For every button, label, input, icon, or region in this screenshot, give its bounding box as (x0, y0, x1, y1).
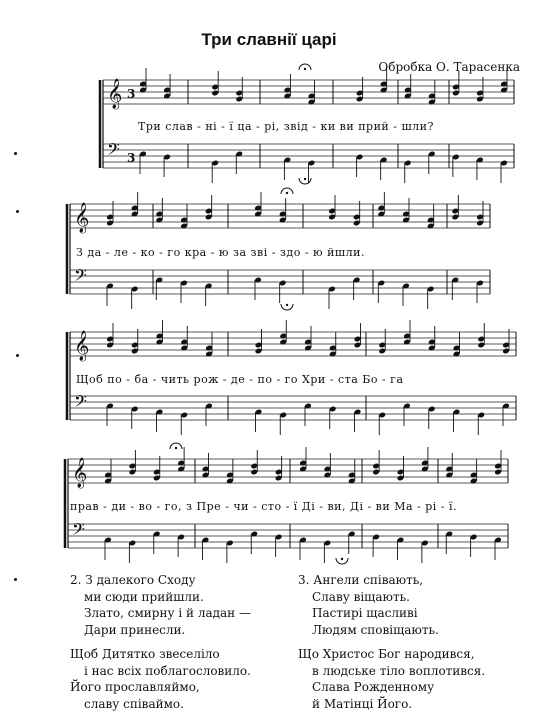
bass-clef-icon: 𝄢 (74, 391, 87, 415)
lyric-line-2: З да - ле - ко - го кра - ю за зві - здо - ю йшли. (76, 246, 365, 259)
verse-3-line-8: й Матінці Його. (298, 696, 485, 712)
margin-mark (14, 578, 17, 581)
fermata-icon (304, 178, 306, 180)
verse-3-number: 3. (298, 573, 309, 587)
treble-clef-icon: 𝄞 (74, 330, 89, 362)
verse-2-line-5: Щоб Дитятко звеселіло (70, 646, 251, 663)
verse-3 (298, 572, 485, 712)
fermata-icon (175, 447, 177, 449)
verse-2-line-4: Дари принесли. (70, 622, 251, 639)
treble-clef-icon: 𝄞 (72, 457, 87, 489)
fermata-icon (286, 192, 288, 194)
lyric-line-4: прав - ди - во - го, з Пре - чи - сто - ї Ді - ви, Ді - ви Ма - рі - ї. (70, 500, 457, 513)
verse-3-line-4: Людям сповіщають. (298, 622, 485, 639)
verse-3-line-5: Що Христос Бог народився, (298, 646, 485, 663)
lyric-line-3: Щоб по - ба - чить рож - де - по - го Хри - ста Бо - га (76, 373, 404, 386)
song-title: Три славнії царі (0, 30, 538, 50)
fermata-icon (304, 68, 306, 70)
verse-2 (70, 572, 251, 712)
arranger-credit: Обробка О. Тарасенка (378, 60, 520, 74)
margin-mark (14, 152, 17, 155)
bass-clef-icon: 𝄢 (72, 519, 85, 543)
verse-2-line-1: 2. З далекого Сходу (70, 572, 251, 589)
fermata-icon (286, 304, 288, 306)
bass-clef-icon: 𝄢 (107, 139, 120, 163)
verse-2-line-2: ми сюди прийшли. (70, 589, 251, 606)
treble-clef-icon: 𝄞 (74, 202, 89, 234)
verse-3-line-2: Славу віщають. (298, 589, 485, 606)
treble-clef-icon: 𝄞 (107, 78, 122, 110)
time-signature: 3 (127, 151, 137, 165)
verse-3-line-1: 3. Ангели співають, (298, 572, 485, 589)
lyric-line-1: Три слав - ні - ї ца - рі, звід - ки ви прий - шли? (138, 120, 434, 133)
margin-mark (16, 354, 19, 357)
verse-3-line-3: Пастирі щасливі (298, 605, 485, 622)
verse-2-number: 2. (70, 573, 81, 587)
verse-3-line-6: в людське тіло воплотився. (298, 663, 485, 680)
fermata-icon (341, 558, 343, 560)
margin-mark (16, 210, 19, 213)
verse-2-line-7: Його прославляймо, (70, 679, 251, 696)
verse-2-line-8: славу співаймо. (70, 696, 251, 712)
verse-3-line-7: Слава Рожденному (298, 679, 485, 696)
verse-2-line-6: і нас всіх поблагословило. (70, 663, 251, 680)
time-signature: 3 (127, 87, 137, 101)
verse-2-line-3: Злато, смирну і й ладан — (70, 605, 251, 622)
bass-clef-icon: 𝄢 (74, 265, 87, 289)
